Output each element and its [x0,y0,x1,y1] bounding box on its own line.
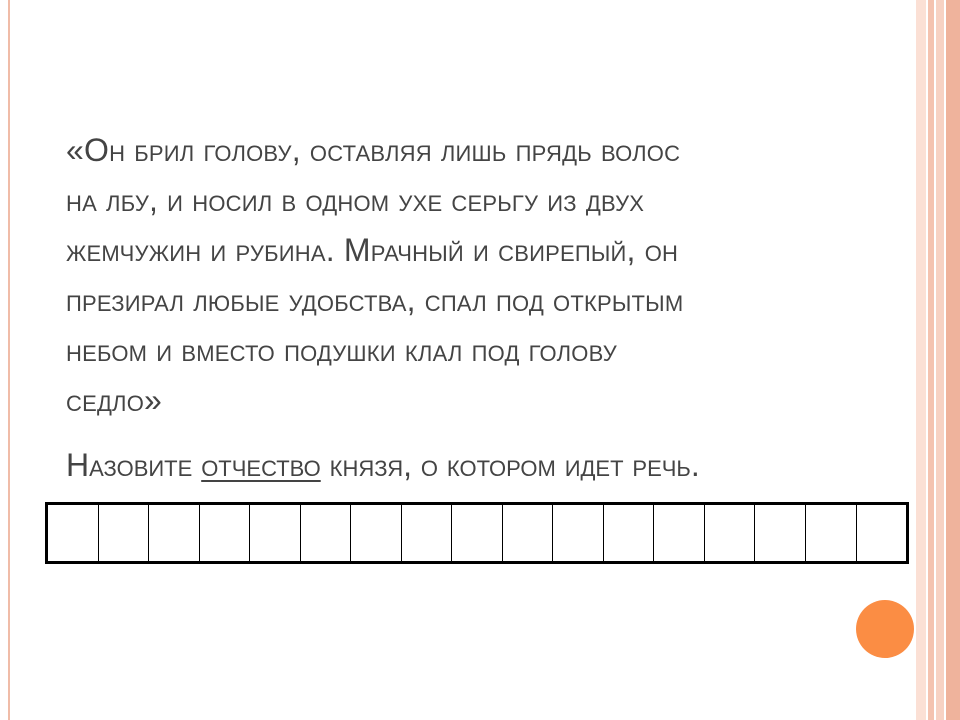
answer-cell[interactable] [502,505,553,561]
answer-cell[interactable] [300,505,351,561]
answer-cell[interactable] [249,505,300,561]
answer-cell[interactable] [603,505,654,561]
stripe [928,0,934,720]
stripe [936,0,944,720]
question-text [66,440,926,490]
answer-cell[interactable] [350,505,401,561]
answer-cell[interactable] [199,505,250,561]
left-decorative-rule [8,0,10,720]
answer-cell[interactable] [704,505,755,561]
quote-text: «Он брил голову, оставляя лишь прядь волос на лбу, и носил в одном ухе серьгу из двух жемчужин и рубина. Мрачный и свирепый, он презирал любые удобства, спал под открытым небом и вместо подушки клал под голову седло» [66,132,684,418]
answer-cell[interactable] [552,505,603,561]
question-part-2: князя, о котором идет речь. [320,447,700,483]
answer-cell[interactable] [48,505,98,561]
answer-cell[interactable] [401,505,452,561]
question-underlined-word: отчество [201,447,321,483]
answer-cell[interactable] [148,505,199,561]
answer-cell[interactable] [805,505,856,561]
answer-cell[interactable] [754,505,805,561]
right-decorative-stripes [916,0,960,720]
stripe [946,0,960,720]
stripe [916,0,926,720]
answer-cell[interactable] [451,505,502,561]
question-part-1: Назовите [66,447,202,483]
answer-cell[interactable] [98,505,149,561]
answer-cell[interactable] [653,505,704,561]
answer-cell[interactable] [856,505,907,561]
decorative-circle [856,600,914,658]
answer-grid [45,502,909,564]
